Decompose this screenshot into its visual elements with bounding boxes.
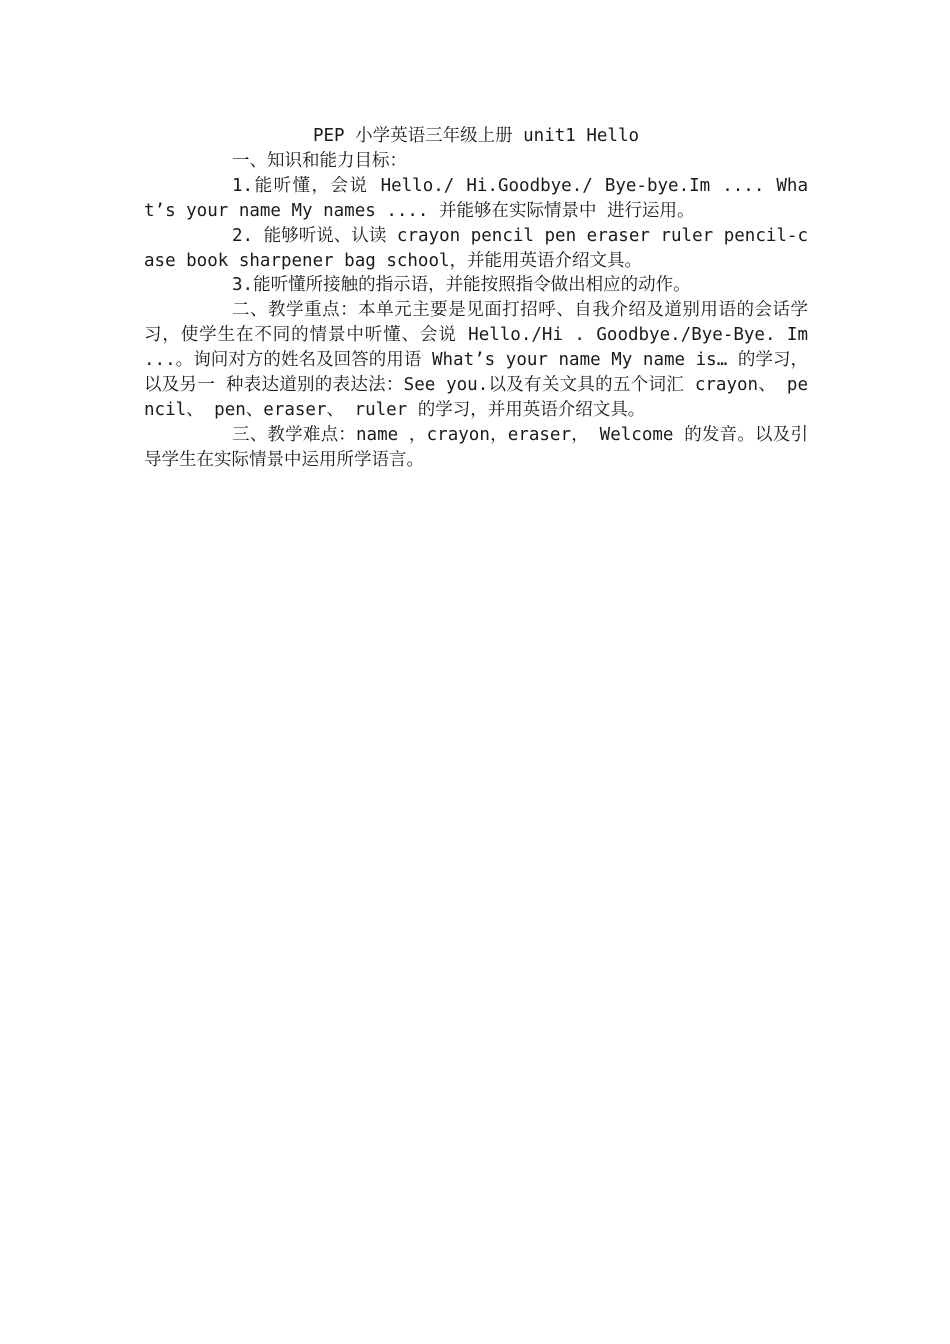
section-difficulties: 三、教学难点：name ，crayon，eraser， Welcome 的发音。以及引导学生在实际情景中运用所学语言。 xyxy=(144,424,808,470)
document-title: PEP 小学英语三年级上册 unit1 Hello xyxy=(312,126,640,146)
objective-item-1: 1.能听懂，会说 Hello./ Hi.Goodbye./ Bye-bye.Im .... What’s your name My names .... 并能够在实际情景中 进行运用。 xyxy=(144,175,808,221)
document-body xyxy=(144,124,808,473)
objective-item-2: 2. 能够听说、认读 crayon pencil pen eraser ruler pencil-case book sharpener bag school，并能用英语介绍文具。 xyxy=(144,225,808,271)
section-key-points: 二、教学重点：本单元主要是见面打招呼、自我介绍及道别用语的会话学习，使学生在不同的情景中听懂、会说 Hello./Hi . Goodbye./Bye-Bye. Im ...。询问对方的姓名及回答的用语 What’s your name My name is… 的学习，以及另一 种表达道别的表达法：See you.以及有关文具的五个词汇 crayon、 pencil、 pen、eraser、 ruler 的学习，并用英语介绍文具。 xyxy=(144,300,808,420)
objective-item-3: 3.能听懂所接触的指示语，并能按照指令做出相应的动作。 xyxy=(232,275,691,296)
section-knowledge-heading: 一、知识和能力目标： xyxy=(232,150,407,171)
